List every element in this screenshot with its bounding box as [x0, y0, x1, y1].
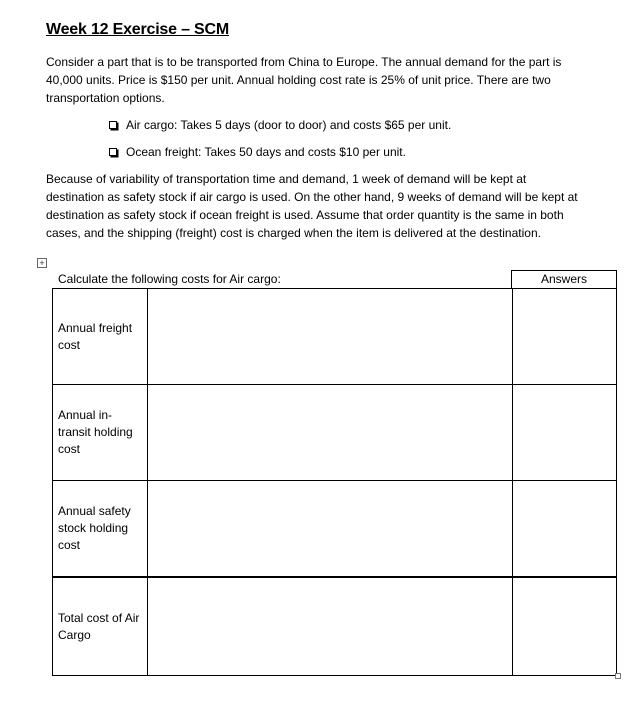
answer-cell[interactable]	[512, 289, 616, 384]
answer-cell[interactable]	[512, 481, 616, 576]
row-label: Total cost of Air Cargo	[53, 578, 148, 675]
row-label: Annual safety stock holding cost	[53, 481, 148, 576]
move-cross-icon[interactable]: +	[37, 258, 47, 268]
page-title: Week 12 Exercise – SCM	[46, 21, 229, 38]
table-row-total-cost	[52, 577, 617, 676]
table-prompt: Calculate the following costs for Air cargo:	[52, 271, 512, 289]
work-cell[interactable]	[148, 289, 512, 384]
option-ocean-freight-text: Ocean freight: Takes 50 days and costs $10 per unit.	[126, 145, 406, 159]
answer-cell[interactable]	[512, 385, 616, 480]
body-paragraph: Because of variability of transportation time and demand, 1 week of demand will be kept at destination as safety stock if air cargo is used. On the other hand, 9 weeks of demand will be kept at destination as safety stock if ocean freight is used. Assume that order quantity is the same in both cases, and the shipping (freight) cost is charged when the item is delivered at the destination.	[46, 172, 578, 240]
row-label: Annual freight cost	[53, 289, 148, 384]
work-cell[interactable]	[148, 578, 512, 675]
option-ocean-freight	[109, 145, 406, 159]
answers-header: Answers	[511, 270, 617, 289]
table-row-annual-freight	[52, 288, 617, 385]
option-air-cargo-text: Air cargo: Takes 5 days (door to door) and costs $65 per unit.	[126, 118, 452, 132]
work-cell[interactable]	[148, 481, 512, 576]
intro-paragraph: Consider a part that is to be transported from China to Europe. The annual demand for the part is 40,000 units. Price is $150 per unit. Annual holding cost rate is 25% of unit price. There are two transportation options.	[46, 55, 562, 105]
checkbox-bullet-icon	[109, 121, 117, 129]
table-row-safety-stock-holding	[52, 480, 617, 577]
work-cell[interactable]	[148, 385, 512, 480]
resize-square-icon[interactable]	[615, 673, 621, 679]
option-air-cargo	[109, 118, 451, 132]
table-row-in-transit-holding	[52, 384, 617, 481]
answer-cell[interactable]	[512, 578, 616, 675]
checkbox-bullet-icon	[109, 148, 117, 156]
row-label: Annual in-transit holding cost	[53, 385, 148, 480]
